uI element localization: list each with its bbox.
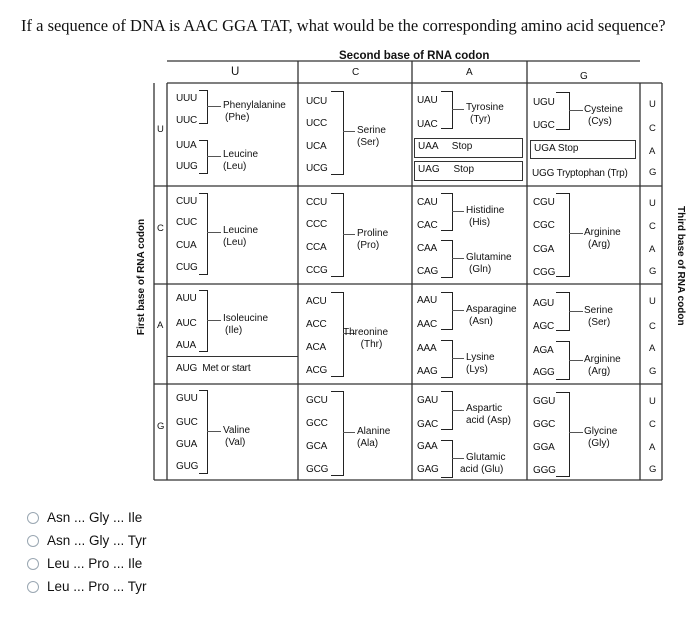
- aa-leu2: Leucine (Leu): [223, 225, 259, 248]
- bracket-asn-tick: [452, 310, 464, 311]
- third-base-a-row2: A: [649, 244, 656, 255]
- bracket-ser1-tick: [343, 131, 355, 132]
- bracket-gly: [556, 392, 570, 477]
- stop-box-uaa: [414, 138, 523, 158]
- codon-gcc: GCC: [306, 418, 328, 429]
- third-base-u-row2: U: [649, 198, 656, 209]
- codon-ggu: GGU: [533, 396, 556, 407]
- bracket-arg2-tick: [569, 360, 583, 361]
- codon-aaa: AAA: [417, 343, 437, 354]
- first-base-u: U: [157, 124, 164, 135]
- choice-4[interactable]: [47, 579, 147, 594]
- choice-1-label: Asn ... Gly ... Ile: [47, 510, 143, 525]
- codon-uca: UCA: [306, 141, 327, 152]
- question-text: If a sequence of DNA is AAC GGA TAT, what would be the corresponding amino acid sequence?: [21, 16, 666, 35]
- choice-2-label: Asn ... Gly ... Tyr: [47, 533, 147, 548]
- codon-uuc: UUC: [176, 115, 198, 126]
- codon-uac: UAC: [417, 119, 438, 130]
- bracket-ser2: [556, 292, 570, 331]
- bracket-leu1-tick: [207, 156, 221, 157]
- codon-aua: AUA: [176, 340, 196, 351]
- bracket-gln-tick: [452, 258, 464, 259]
- codon-cau: CAU: [417, 197, 438, 208]
- choice-4-label: Leu ... Pro ... Tyr: [47, 579, 147, 594]
- first-base-title: First base of RNA codon: [136, 218, 147, 336]
- codon-cag: CAG: [417, 266, 439, 277]
- aa-ile: Isoleucine (Ile): [223, 313, 269, 336]
- codon-cgu: CGU: [533, 197, 555, 208]
- codon-acc: ACC: [306, 319, 327, 330]
- aa-ser1: Serine (Ser): [357, 125, 386, 148]
- aa-arg2: Arginine (Arg): [584, 354, 621, 377]
- bracket-cys-tick: [569, 110, 583, 111]
- codon-guc: GUC: [176, 417, 198, 428]
- aa-ser2: Serine (Ser): [584, 305, 613, 328]
- codon-agu: AGU: [533, 298, 555, 309]
- bracket-ala: [331, 391, 344, 476]
- first-base-c: C: [157, 223, 164, 234]
- first-base-g: G: [157, 421, 165, 432]
- bracket-arg1: [556, 193, 570, 277]
- second-base-g: G: [580, 71, 588, 82]
- codon-acg: ACG: [306, 365, 328, 376]
- codon-cuu: CUU: [176, 196, 198, 207]
- choice-2[interactable]: [47, 533, 147, 548]
- bracket-ile: [199, 290, 208, 352]
- codon-auu: AUU: [176, 293, 197, 304]
- bracket-lys-tick: [452, 358, 464, 359]
- codon-uag: UAG: [418, 164, 440, 175]
- bracket-tyr: [441, 91, 453, 129]
- third-base-g-row2: G: [649, 266, 657, 277]
- codon-uau: UAU: [417, 95, 438, 106]
- third-base-c-row4: C: [649, 419, 656, 430]
- codon-cuc: CUC: [176, 217, 198, 228]
- codon-ccg: CCG: [306, 265, 328, 276]
- codon-aau: AAU: [417, 295, 437, 306]
- bracket-his-tick: [452, 211, 464, 212]
- codon-gaa: GAA: [417, 441, 438, 452]
- codon-gga: GGA: [533, 442, 555, 453]
- bracket-ser1: [331, 91, 344, 175]
- choice-3-label: Leu ... Pro ... Ile: [47, 556, 143, 571]
- bracket-gln: [441, 240, 453, 278]
- bracket-pro: [331, 193, 344, 277]
- second-base-u: U: [231, 66, 240, 78]
- codon-ucc: UCC: [306, 118, 328, 129]
- codon-gag: GAG: [417, 464, 439, 475]
- second-base-title: Second base of RNA codon: [339, 50, 490, 62]
- first-base-a: A: [157, 320, 164, 331]
- codon-cug: CUG: [176, 262, 198, 273]
- codon-ccc: CCC: [306, 219, 328, 230]
- aa-ala: Alanine (Ala): [357, 426, 391, 449]
- aa-gln: Glutamine (Gln): [466, 252, 512, 275]
- codon-guu: GUU: [176, 393, 198, 404]
- radio-choice-2[interactable]: [27, 535, 39, 547]
- bracket-leu2: [199, 193, 208, 275]
- bracket-glu: [441, 440, 453, 478]
- aa-val: Valine (Val): [223, 425, 251, 448]
- aa-stop1: Stop: [451, 141, 473, 152]
- aa-glu: Glutamic acid (Glu): [460, 452, 506, 475]
- bracket-phe: [199, 90, 208, 124]
- bracket-arg1-tick: [569, 233, 583, 234]
- aa-asp: Aspartic acid (Asp): [466, 403, 512, 426]
- bracket-phe-tick: [207, 106, 221, 107]
- aug-divider-top: [167, 356, 298, 357]
- third-base-a-row3: A: [649, 343, 656, 354]
- codon-gcu: GCU: [306, 395, 328, 406]
- codon-cgg: CGG: [533, 267, 556, 278]
- third-base-c-row1: C: [649, 123, 656, 134]
- third-base-a-row1: A: [649, 146, 656, 157]
- codon-cca: CCA: [306, 242, 327, 253]
- third-base-c-row2: C: [649, 221, 656, 232]
- bracket-leu1: [199, 140, 208, 174]
- aa-cys: Cysteine (Cys): [584, 104, 623, 127]
- bracket-val-tick: [207, 431, 221, 432]
- codon-cgc: CGC: [533, 220, 555, 231]
- aa-leu1: Leucine (Leu): [223, 149, 259, 172]
- codon-gac: GAC: [417, 419, 439, 430]
- radio-choice-3[interactable]: [27, 558, 39, 570]
- bracket-ser2-tick: [569, 311, 583, 312]
- codon-gua: GUA: [176, 439, 198, 450]
- third-base-u-row3: U: [649, 296, 656, 307]
- aa-aug-met: AUG Met or start: [176, 363, 251, 374]
- aa-pro: Proline (Pro): [357, 228, 389, 251]
- bracket-lys: [441, 340, 453, 378]
- codon-gca: GCA: [306, 441, 328, 452]
- aa-asn: Asparagine (Asn): [466, 304, 517, 327]
- codon-ccu: CCU: [306, 197, 328, 208]
- third-base-a-row4: A: [649, 442, 656, 453]
- aa-ugg-trp: UGG Tryptophan (Trp): [532, 168, 628, 179]
- bracket-ala-tick: [343, 432, 355, 433]
- codon-caa: CAA: [417, 243, 437, 254]
- codon-gau: GAU: [417, 395, 439, 406]
- codon-cga: CGA: [533, 244, 555, 255]
- aa-tyr: Tyrosine (Tyr): [466, 102, 504, 125]
- bracket-gly-tick: [569, 432, 583, 433]
- aa-his: Histidine (His): [466, 205, 505, 228]
- codon-uug: UUG: [176, 161, 198, 172]
- choice-3[interactable]: [47, 556, 142, 571]
- bracket-arg2: [556, 341, 570, 380]
- third-base-g-row1: G: [649, 167, 657, 178]
- bracket-asp-tick: [452, 410, 464, 411]
- codon-ugu: UGU: [533, 97, 555, 108]
- third-base-c-row3: C: [649, 321, 656, 332]
- stop-box-uga: UGA Stop: [530, 140, 636, 159]
- third-base-u-row1: U: [649, 99, 656, 110]
- third-base-g-row3: G: [649, 366, 657, 377]
- codon-cua: CUA: [176, 240, 197, 251]
- codon-cac: CAC: [417, 220, 438, 231]
- second-base-c: C: [352, 67, 360, 78]
- codon-gcg: GCG: [306, 464, 329, 475]
- codon-ucu: UCU: [306, 96, 328, 107]
- bracket-val: [199, 390, 208, 474]
- second-base-a: A: [466, 67, 473, 78]
- third-base-g-row4: G: [649, 464, 657, 475]
- aa-lys: Lysine (Lys): [466, 352, 495, 375]
- codon-agc: AGC: [533, 321, 555, 332]
- bracket-cys: [556, 92, 570, 130]
- codon-ggc: GGC: [533, 419, 556, 430]
- aa-stop2: Stop: [453, 164, 475, 175]
- codon-aca: ACA: [306, 342, 326, 353]
- radio-choice-1[interactable]: [27, 512, 39, 524]
- bracket-ile-tick: [207, 320, 221, 321]
- radio-choice-4[interactable]: [27, 581, 39, 593]
- codon-uuu: UUU: [176, 93, 198, 104]
- bracket-his: [441, 193, 453, 231]
- codon-ggg: GGG: [533, 465, 556, 476]
- aa-gly: Glycine (Gly): [584, 426, 618, 449]
- codon-aac: AAC: [417, 319, 437, 330]
- bracket-leu2-tick: [207, 232, 221, 233]
- aa-phe: Phenylalanine (Phe): [223, 100, 286, 123]
- bracket-pro-tick: [343, 234, 355, 235]
- stop-box-uag: [414, 161, 523, 181]
- codon-ucg: UCG: [306, 163, 328, 174]
- codon-ugc: UGC: [533, 120, 555, 131]
- third-base-title: Third base of RNA codon: [675, 206, 686, 326]
- codon-auc: AUC: [176, 318, 197, 329]
- bracket-asn: [441, 292, 453, 330]
- codon-uaa: UAA: [418, 141, 439, 152]
- aa-arg1: Arginine (Arg): [584, 227, 621, 250]
- codon-aag: AAG: [417, 366, 438, 377]
- codon-acu: ACU: [306, 296, 327, 307]
- codon-uua: UUA: [176, 140, 197, 151]
- codon-agg: AGG: [533, 367, 555, 378]
- third-base-u-row4: U: [649, 396, 656, 407]
- aa-thr: Threonine (Thr): [343, 327, 389, 350]
- codon-aga: AGA: [533, 345, 554, 356]
- choice-1[interactable]: [47, 510, 142, 525]
- bracket-tyr-tick: [452, 109, 464, 110]
- codon-gug: GUG: [176, 461, 199, 472]
